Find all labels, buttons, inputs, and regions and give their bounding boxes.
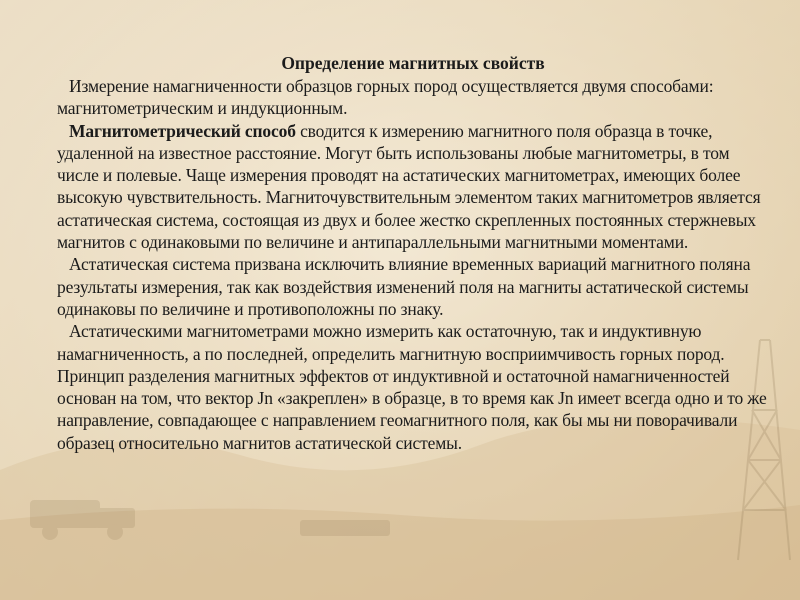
paragraph-4-text: Астатическими магнитометрами можно измерить как остаточную, так и индуктивную намагниченность, а по последней, определить магнитную восприимчивость горных пород. Принцип разделения магнитных эффектов от индуктивной и остаточной намагниченностей основан на том, что вектор Jn «закреплен» в образце, в то время как Jn имеет всегда одно и то же направление, совпадающее с направлением геомагнитного поля, как бы мы ни поворачивали образец относительно магнитов астатической системы.: [57, 321, 767, 453]
paragraph-4: [57, 320, 769, 454]
paragraph-2: [57, 120, 769, 254]
slide-title: Определение магнитных свойств: [281, 53, 545, 73]
slide-content: [57, 52, 769, 454]
paragraph-3: [57, 253, 769, 320]
paragraph-2-lead: Магнитометрический способ: [69, 120, 296, 141]
paragraph-3-text: Астатическая система призвана исключить влияние временных вариаций магнитного поляна результаты измерения, так как воздействия изменений поля на магниты астатической системы одинаковы по величине и противоположны по знаку.: [57, 254, 751, 319]
paragraph-1-text: Измерение намагниченности образцов горных пород осуществляется двумя способами: магнитометрическим и индукционным.: [57, 76, 714, 119]
paragraph-1: [57, 75, 769, 120]
paragraph-2-text: сводится к измерению магнитного поля образца в точке, удаленной на известное расстояние. Могут быть использованы любые магнитометры, в том числе и полевые. Чаще измерения проводят на астатических магнитометрах, имеющих более высокую чувствительность. Магниточувствительным элементом таких магнитометров является астатическая система, состоящая из двух и более жестко скрепленных постоянных стержневых магнитов с одинаковыми по величине и антипараллельными магнитными моментами.: [57, 120, 761, 253]
